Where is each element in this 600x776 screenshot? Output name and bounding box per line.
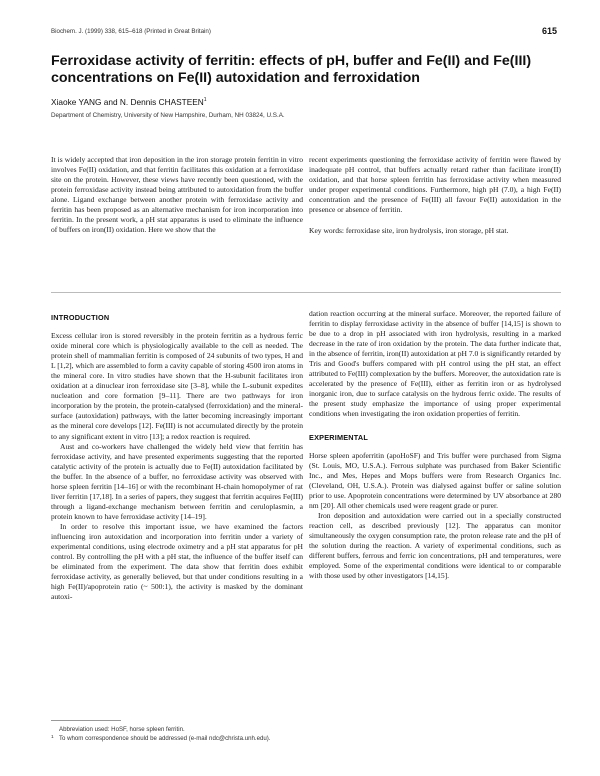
intro-paragraph-1: Excess cellular iron is stored reversibly in the protein ferritin as a hydrous ferric oxide mineral core which is physiologically available to the cell as needed. The protein shell of mammalian ferritin is composed of 24 subunits of two types, H and L [1,2], which are assembled to form a cavity capable of storing 4500 iron atoms in the mineral core. In vitro studies have shown that the H-subunit facilitates iron oxidation at a dinuclear iron ferroxidase site [3–8], while the L-subunit expedites nucleation and core formation [9–11]. There are two pathways for iron incorporation by the protein, the protein-catalysed (ferroxidation) and the mineral-surface (autoxidation) pathways, with the latter becoming increasingly important as the mineral core develops [12]. Fe(III) is not accumulated directly by the protein to any significant extent in vitro [13]; a redox reaction is required. — [51, 331, 303, 441]
intro-paragraph-3: In order to resolve this important issue, we have examined the factors influencing iron autoxidation and incorporation into ferritin under a variety of experimental conditions, using electrode oximetry and a pH stat apparatus for pH control. By controlling the pH with a pH stat, the influence of the buffer itself can be eliminated from the experiment. The data show that ferritin does exhibit ferroxidase activity, as generally believed, but that under conditions resulting in a high Fe(II)/apoprotein ratio (~ 500:1), the activity is masked by the dominant autoxi- — [51, 521, 303, 602]
author-line — [51, 97, 551, 107]
abstract-left-column — [51, 155, 303, 235]
abbreviation-note: Abbreviation used: HoSF, horse spleen ferritin. — [59, 726, 185, 733]
abstract-right-column — [309, 155, 561, 236]
experimental-paragraph-1: Horse spleen apoferritin (apoHoSF) and Tris buffer were purchased from Sigma (St. Louis, MO, U.S.A.). Ferrous sulphate was purchased from Baker Scientific Inc., and Mes, Hepes and Mops buffers were from Research Organics Inc. (Cleveland, OH, U.S.A.). Protein was dialysed against buffer or saline solution prior to use. Apoprotein concentrations were determined by UV absorbance at 280 nm [20]. All other chemicals used were reagent grade or purer. — [309, 450, 561, 510]
article-title: Ferroxidase activity of ferritin: effects of pH, buffer and Fe(II) and Fe(III) concentrations on Fe(II) autoxidation and ferroxidation — [51, 53, 532, 86]
page-number: 615 — [541, 26, 557, 36]
journal-citation: Biochem. J. (1999) 338, 615–618 (Printed in Great Britain) — [51, 28, 211, 35]
running-head — [51, 27, 557, 39]
intro-paragraph-4: dation reaction occurring at the mineral surface. Moreover, the reported failure of ferritin to display ferroxidase activity in the absence of buffer [14,15] is shown to be due to a drop in pH associated with iron hydrolysis, resulting in a marked decrease in the rate of iron oxidation by the protein. The data further indicate that, in the absence of ferritin, iron(II) autoxidation at pH 7.0 is significantly retarded by Tris and Good's buffers compared with pH control using the pH stat, an effect attributed to Fe(III) complexation by the buffers. Moreover, the autoxidation rate is accelerated by the presence of Fe(III), either as ferritin iron or as hydrolysed inorganic iron, due to surface catalysis on the hydrous ferric oxide. The results of the present study emphasize the importance of using proper experimental conditions when investigating the iron oxidation properties of ferritin. — [309, 309, 561, 419]
abstract-text-left: It is widely accepted that iron deposition in the iron storage protein ferritin in vitro involves Fe(II) oxidation, and that ferritin facilitates this oxidation at a ferroxidase site on the protein. However, these views have recently been questioned, with the protein ferroxidase activity instead being attributed to autoxidation from the buffer alone. Ligand exchange between another protein with ferroxidase activity and ferritin has been proposed as an alternative mechanism for iron incorporation into ferritin. In the present work, a pH stat apparatus is used to eliminate the influence of buffers on iron(II) oxidation. Here we show that the — [51, 155, 303, 235]
experimental-paragraph-2: Iron deposition and autoxidation were carried out in a specially constructed reaction cell, as described previously [12]. The apparatus can monitor simultaneously the oxygen consumption rate, the proton release rate and the pH of the solution during the reaction. A variety of experimental conditions, such as different buffers, ferrous and ferric ion concentrations, pH and temperatures, were employed. Some of the experimental conditions were identical to or comparable with those used by other investigators [14,15]. — [309, 510, 561, 581]
affiliation: Department of Chemistry, University of New Hampshire, Durham, NH 03824, U.S.A. — [51, 112, 285, 119]
body-right-column — [309, 309, 561, 581]
author-footnote-mark: 1 — [203, 97, 207, 104]
footnotes — [51, 726, 561, 744]
introduction-heading: INTRODUCTION — [51, 313, 110, 322]
authors: Xiaoke YANG and N. Dennis CHASTEEN — [51, 97, 204, 107]
correspondence-note: 1 To whom correspondence should be addressed (e-mail ndc@christa.unh.edu). — [51, 735, 271, 743]
footnote-mark: 1 — [51, 735, 54, 741]
section-divider — [51, 292, 561, 293]
abstract-text-right: recent experiments questioning the ferroxidase activity of ferritin were flawed by inadequate pH control, that buffers actually retard rather than facilitate iron(II) oxidation, and that horse spleen ferritin has ferroxidase activity when measured under proper experimental conditions. Furthermore, high pH (7.0), a high Fe(II) concentration and the presence of Fe(III) all favour Fe(II) autoxidation in the presence or absence of ferritin. — [309, 155, 561, 215]
body-left-column — [51, 313, 303, 602]
keywords: Key words: ferroxidase site, iron hydrolysis, iron storage, pH stat. — [309, 226, 509, 236]
footnote-divider — [51, 720, 121, 721]
experimental-heading: EXPERIMENTAL — [309, 432, 369, 442]
intro-paragraph-2: Aust and co-workers have challenged the widely held view that ferritin has ferroxidase activity, and have presented experiments suggesting that the reported catalytic activity of the protein is actually due to Fe(II) autoxidation facilitated by the buffer. In the absence of a buffer, no ferroxidase activity was observed with horse spleen ferritin [14–16] or with the recombinant H-chain homopolymer of rat liver ferritin [17,18]. In a series of papers, they suggest that ferritin acquires Fe(III) through a ligand-exchange mechanism between ferritin and ceruloplasmin, a protein known to have ferroxidase activity [14–19]. — [51, 441, 303, 521]
